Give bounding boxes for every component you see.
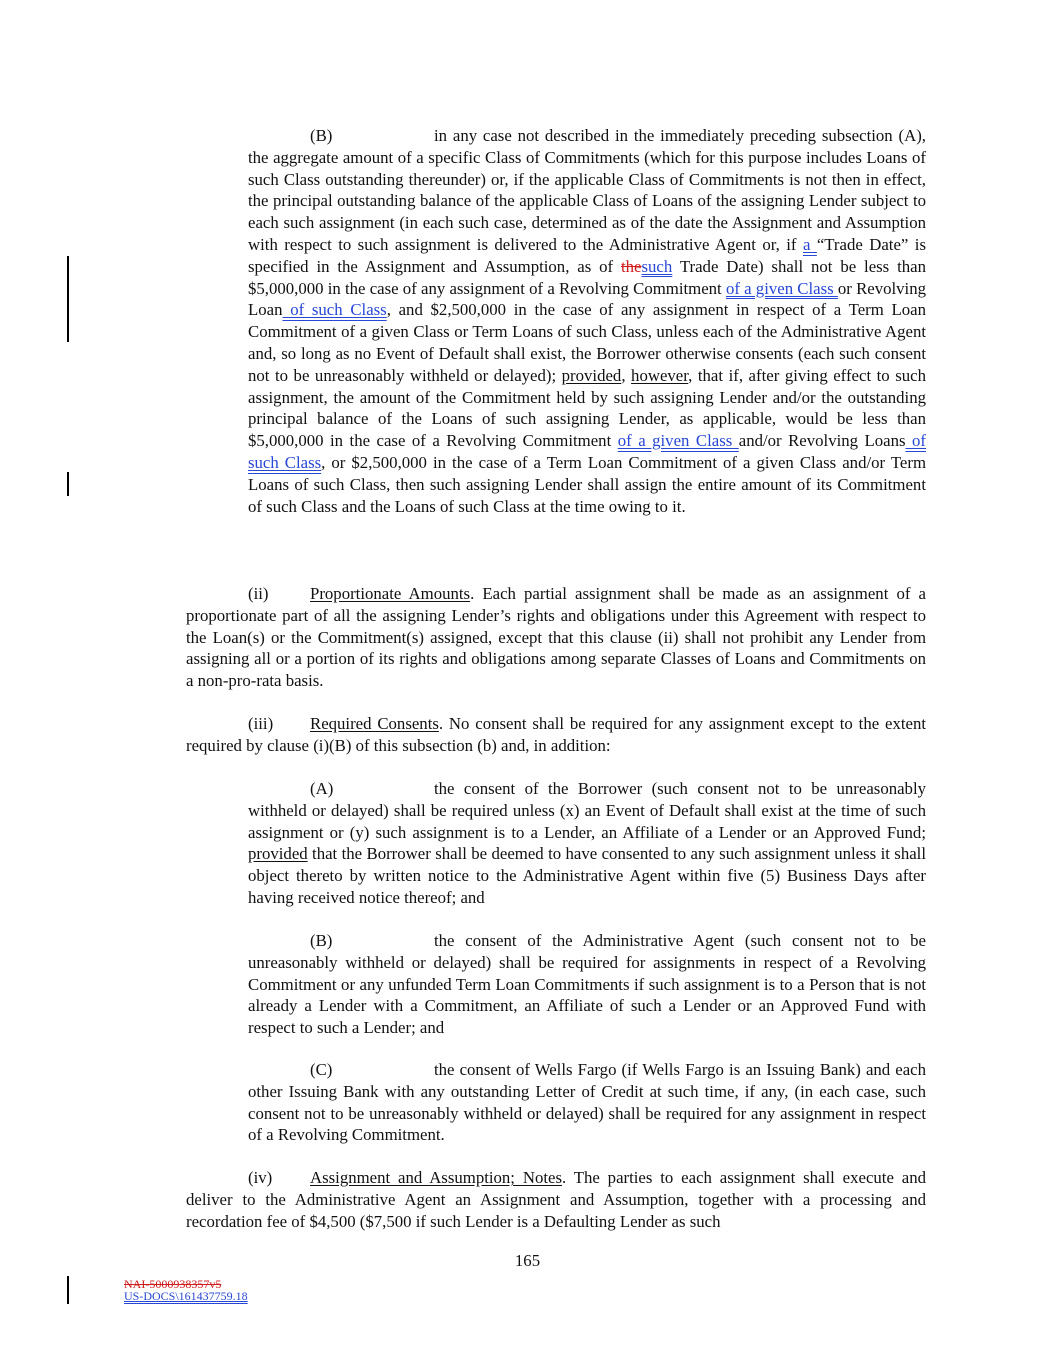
subparagraph-b-minimum-amounts: (B) in any case not described in the immediately preceding subsection (A), the aggregate amount of a specific Class of Commitments (which for this purpose includes Loans of such Class outstanding thereunder) or, if the applicable Class of Commitments is not then in effect, the principal outstanding balance of the applicable Class of Loans of the assigning Lender subject to each such assignment (in each such case, determined as of the date the Assignment and Assumption with respect to such assignment is delivered to the Administrative Agent or, if a “Trade Date” is specified in the Assignment and Assumption, as of thesuch Trade Date) shall not be less than $5,000,000 in the case of any assignment of a Revolving Commitment of a given Class or Revolving Loan of such Class, and $2,500,000 in the case of any assignment in respect of a Term Loan Commitment of a given Class or Term Loans of such Class, unless each of the Administrative Agent and, so long as no Event of Default shall exist, the Borrower otherwise consents (each such consent not to be unreasonably withheld or delayed); provided, however, that if, after giving effect to such assignment, the amount of the Commitment held by such assigning Lender and/or the outstanding principal balance of the Loans of such assigning Lender, as applicable, would be less than $5,000,000 in the case of a Revolving Commitment of a given Class and/or Revolving Loans of such Class, or $2,500,000 in the case of a Term Loan Commitment of a given Class and/or Term Loans of such Class, then such assigning Lender shall assign the entire amount of its Commitment of such Class and the Loans of such Class at the time owing to it.: [248, 126, 927, 516]
subparagraph-label: (B): [310, 126, 333, 145]
subparagraph-c-issuing-bank-consent: (C) the consent of Wells Fargo (if Wells Fargo is an Issuing Bank) and each other Issuing Bank with any outstanding Letter of Credit at such time, if any, (in each case, such consent not to be unreasonably withheld or delayed) shall be required for any assignment in respect of a Revolving Commitment.: [248, 1060, 926, 1145]
inserted-text: of a given Class: [725, 278, 838, 298]
inserted-text: a: [802, 234, 817, 254]
subparagraph-label: (C): [310, 1060, 333, 1079]
clause-ii-proportionate-amounts: (ii) Proportionate Amounts. Each partial assignment shall be made as an assignment of a proportionate part of all the assigning Lender’s rights and obligations under this Agreement with respect to the Loan(s) or the Commitment(s) assigned, except that this clause (ii) shall not prohibit any Lender from assigning all or a portion of its rights and obligations among separate Classes of Loans and Commitments on a non-pro-rata basis.: [186, 584, 926, 691]
inserted-text: of a given Class: [617, 431, 739, 451]
clause-heading: Proportionate Amounts: [310, 584, 471, 603]
inserted-text: of such Class: [248, 431, 926, 472]
subparagraph-label: (B): [310, 931, 333, 950]
defined-term-provided: provided: [248, 844, 308, 864]
subparagraph-label: (A): [310, 779, 334, 798]
defined-term-however: however: [631, 365, 689, 385]
clause-label: (iv): [248, 1168, 273, 1187]
subparagraph-b-agent-consent: (B) the consent of the Administrative Agent (such consent not to be unreasonably withheld or delayed) shall be required for assignments in respect of a Revolving Commitment or any unfunded Term Loan Commitments if such assignment is to a Person that is not already a Lender with a Commitment, an Affiliate of such a Lender or an Approved Fund with respect to such a Lender; and: [248, 931, 926, 1038]
deleted-text: the: [621, 256, 642, 276]
subparagraph-a-borrower-consent: (A) the consent of the Borrower (such consent not to be unreasonably withheld or delayed) shall be required unless (x) an Event of Default shall exist at the time of such assignment or (y) such assignment is to a Lender, an Affiliate of a Lender or an Approved Fund; provided that the Borrower shall be deemed to have consented to any such assignment unless it shall object thereto by written notice to the Administrative Agent within five (5) Business Days after having received notice thereof; and: [248, 779, 926, 907]
inserted-text: such: [641, 256, 673, 276]
clause-heading: Assignment and Assumption; Notes: [310, 1168, 562, 1187]
footer-old-doc-id: NAI-5000938357v5: [124, 1277, 222, 1291]
clause-iv-assignment-and-assumption: (iv) Assignment and Assumption; Notes. The parties to each assignment shall execute and deliver to the Administrative Agent an Assignment and Assumption, together with a processing and recordation fee of $4,500 ($7,500 if such Lender is a Defaulting Lender as such: [186, 1168, 926, 1231]
clause-label: (ii): [248, 584, 269, 603]
footer-new-doc-id: US-DOCS\161437759.18: [124, 1289, 248, 1303]
change-bar: [67, 256, 69, 342]
clause-label: (iii): [248, 714, 274, 733]
inserted-text: of such Class: [282, 300, 387, 320]
clause-iii-required-consents: (iii) Required Consents. No consent shall be required for any assignment except to the extent required by clause (i)(B) of this subsection (b) and, in addition:: [186, 714, 926, 755]
change-bar: [67, 472, 69, 496]
clause-heading: Required Consents: [310, 714, 439, 733]
change-bar: [67, 1276, 69, 1304]
defined-term-provided: provided: [561, 365, 622, 385]
page-number: 165: [514, 1251, 541, 1270]
